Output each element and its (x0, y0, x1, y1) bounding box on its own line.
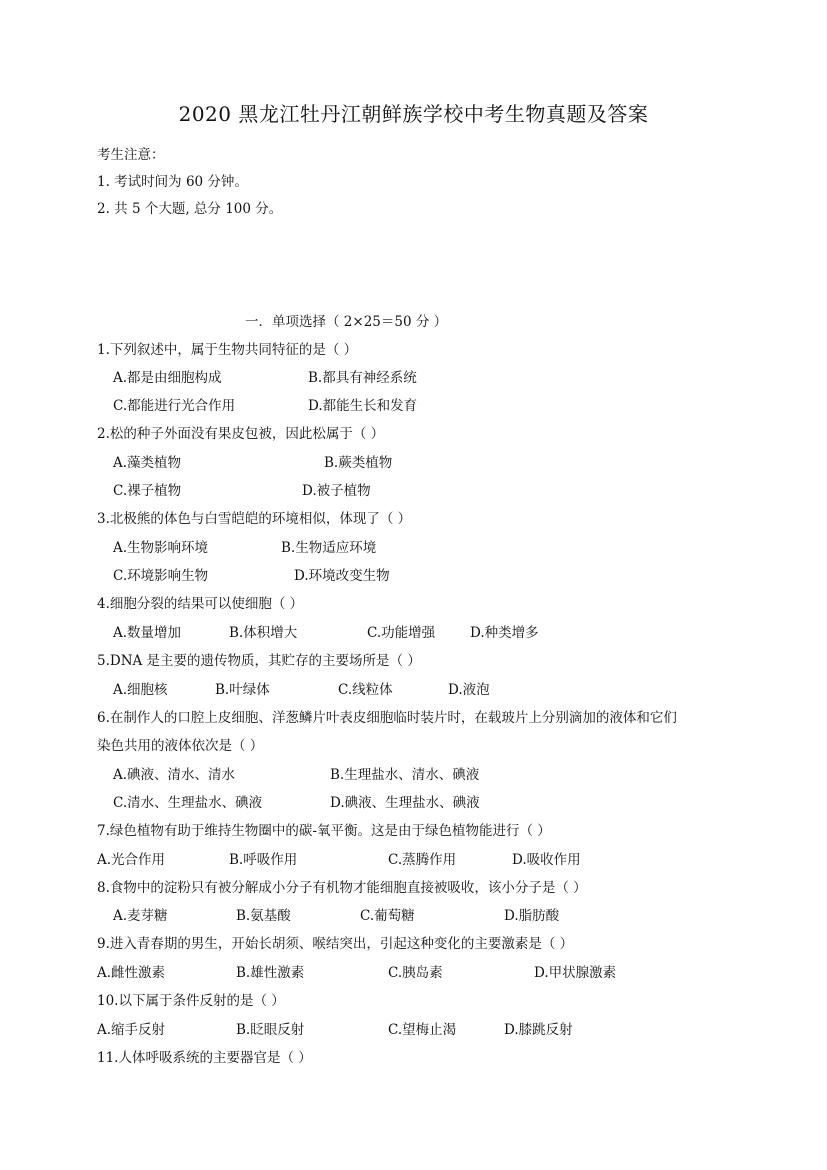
question-stem: 1.下列叙述中，属于生物共同特征的是（ ） (97, 342, 358, 358)
question-stem: 6.在制作人的口腔上皮细胞、洋葱鳞片叶表皮细胞临时装片时，在载玻片上分别滴加的液体和它们 (97, 710, 677, 726)
option: A.数量增加 (113, 625, 182, 641)
note-item: 2. 共 5 个大题, 总分 100 分。 (97, 201, 283, 217)
option: D.液泡 (448, 682, 490, 698)
note-item: 1. 考试时间为 60 分钟。 (97, 174, 248, 190)
option: D.被子植物 (302, 483, 371, 499)
option: B.氨基酸 (236, 908, 291, 924)
question-stem: 7.绿色植物有助于维持生物圈中的碳-氧平衡。这是由于绿色植物能进行（ ） (97, 823, 551, 839)
option: A.细胞核 (113, 682, 168, 698)
option: B.生理盐水、清水、碘液 (330, 767, 480, 783)
option: D.环境改变生物 (294, 568, 390, 584)
option: B.都具有神经系统 (308, 370, 417, 386)
option: B.体积增大 (229, 625, 298, 641)
option: A.麦芽糖 (113, 908, 168, 924)
option: D.吸收作用 (512, 852, 581, 868)
option: A.光合作用 (97, 852, 166, 868)
option: A.藻类植物 (113, 455, 182, 471)
option: C.都能进行光合作用 (113, 398, 236, 414)
option: C.裸子植物 (113, 483, 182, 499)
option: C.环境影响生物 (113, 568, 209, 584)
page-title: 2020 黑龙江牡丹江朝鲜族学校中考生物真题及答案 (178, 102, 649, 126)
option: D.碘液、生理盐水、碘液 (330, 795, 480, 811)
question-stem: 4.细胞分裂的结果可以使细胞（ ） (97, 596, 304, 612)
question-stem: 8.食物中的淀粉只有被分解成小分子有机物才能细胞直接被吸收，该小分子是（ ） (97, 880, 587, 896)
option: C.清水、生理盐水、碘液 (113, 795, 263, 811)
question-stem: 3.北极熊的体色与白雪皑皑的环境相似，体现了（ ） (97, 511, 412, 527)
option: B.蕨类植物 (324, 455, 393, 471)
question-stem: 11.人体呼吸系统的主要器官是（ ） (97, 1050, 312, 1066)
option: A.缩手反射 (97, 1022, 166, 1038)
section-heading: 一．单项选择（ 2×25＝50 分 ） (245, 314, 448, 330)
question-stem: 10.以下属于条件反射的是（ ） (97, 993, 285, 1009)
option: A.生物影响环境 (113, 540, 209, 556)
option: C.胰岛素 (388, 965, 443, 981)
notes-heading: 考生注意： (97, 147, 165, 163)
option: A.碘液、清水、清水 (113, 767, 236, 783)
question-stem: 9.进入青春期的男生，开始长胡须、喉结突出，引起这种变化的主要激素是（ ） (97, 936, 574, 952)
option: D.甲状腺激素 (534, 965, 617, 981)
option: B.雄性激素 (236, 965, 305, 981)
option: D.种类增多 (470, 625, 539, 641)
option: D.膝跳反射 (504, 1022, 573, 1038)
option: A.都是由细胞构成 (113, 370, 222, 386)
option: D.都能生长和发育 (308, 398, 418, 414)
option: C.线粒体 (338, 682, 393, 698)
option: C.功能增强 (367, 625, 436, 641)
option: B.呼吸作用 (229, 852, 298, 868)
option: D.脂肪酸 (504, 908, 560, 924)
question-stem: 2.松的种子外面没有果皮包被，因此松属于（ ） (97, 426, 385, 442)
option: C.望梅止渴 (388, 1022, 457, 1038)
option: B.叶绿体 (215, 682, 270, 698)
option: C.蒸腾作用 (388, 852, 457, 868)
option: A.雌性激素 (97, 965, 166, 981)
option: B.眨眼反射 (236, 1022, 305, 1038)
question-stem: 5.DNA 是主要的遗传物质，其贮存的主要场所是（ ） (97, 653, 421, 669)
question-stem-cont: 染色共用的液体依次是（ ） (97, 738, 264, 754)
option: C.葡萄糖 (360, 908, 415, 924)
option: B.生物适应环境 (281, 540, 377, 556)
